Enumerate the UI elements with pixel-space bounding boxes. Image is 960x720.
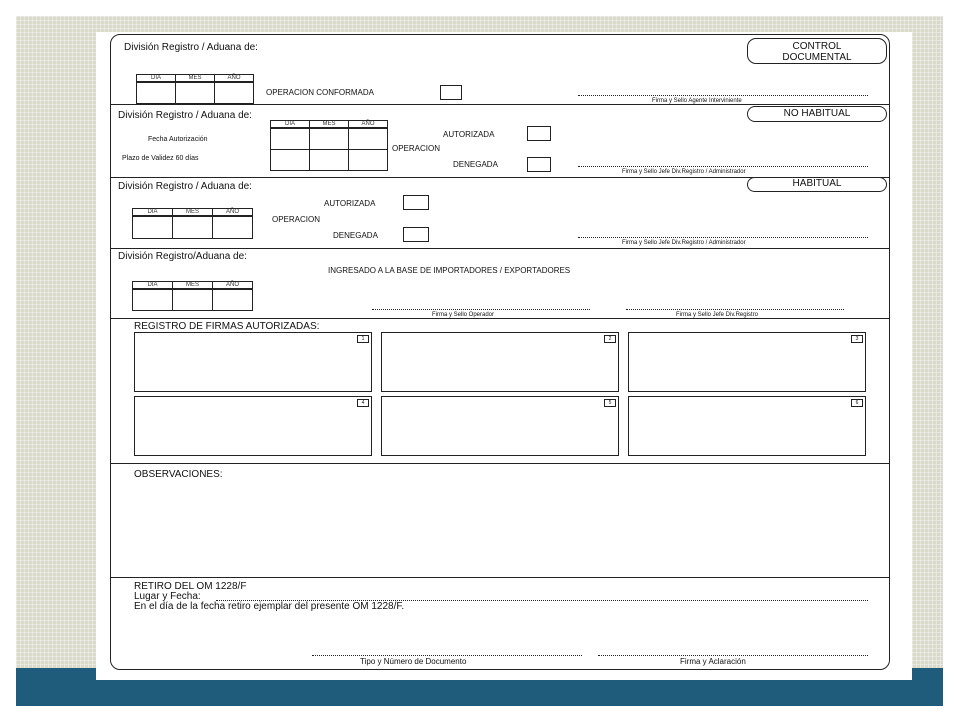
month-field[interactable] — [172, 216, 213, 239]
signature-box-1[interactable] — [134, 332, 372, 392]
day-header: DIA — [132, 208, 173, 216]
section-divider — [110, 577, 890, 578]
month-header: MES — [175, 74, 215, 82]
valid-day-field[interactable] — [270, 149, 310, 171]
year-header: AÑO — [348, 120, 388, 128]
observaciones-field[interactable] — [132, 484, 872, 572]
operacion-conformada-checkbox[interactable] — [440, 85, 462, 100]
jefe-signature-caption: Firma y Sello Jefe Div.Registro — [676, 312, 758, 318]
section-divider — [110, 463, 890, 464]
auth-month-field[interactable] — [309, 128, 349, 150]
year-header: AÑO — [212, 208, 253, 216]
control-documental-badge — [747, 38, 887, 64]
section1-title: División Registro / Aduana de: — [124, 42, 258, 53]
box-number: 5 — [604, 399, 616, 407]
retiro-statement: En el día de la fecha retiro ejemplar del presente OM 1228/F. — [134, 601, 405, 612]
box-number: 4 — [357, 399, 369, 407]
section3-title: División Registro / Aduana de: — [118, 181, 252, 192]
signature-line — [578, 95, 868, 96]
month-field[interactable] — [175, 82, 215, 104]
badge-line-1: CONTROL — [792, 41, 842, 52]
auth-day-field[interactable] — [270, 128, 310, 150]
autorizada-checkbox[interactable] — [403, 195, 429, 210]
section7-title: RETIRO DEL OM 1228/F — [134, 581, 247, 592]
day-header: DIA — [136, 74, 176, 82]
signature-caption: Firma y Sello Jefe Div.Registro / Administrador — [622, 240, 746, 246]
auth-year-field[interactable] — [348, 128, 388, 150]
denegada-checkbox[interactable] — [403, 227, 429, 242]
day-field[interactable] — [136, 82, 176, 104]
section-divider — [110, 104, 890, 105]
box-number: 1 — [357, 335, 369, 343]
valid-month-field[interactable] — [309, 149, 349, 171]
month-header: MES — [172, 208, 213, 216]
habitual-badge: HABITUAL — [747, 177, 887, 192]
denegada-label: DENEGADA — [333, 231, 378, 240]
section6-title: OBSERVACIONES: — [134, 469, 223, 480]
signature-box-5[interactable] — [381, 396, 619, 456]
documento-signature-line — [312, 655, 582, 656]
month-field[interactable] — [172, 289, 213, 311]
documento-caption: Tipo y Número de Documento — [360, 657, 467, 666]
month-header: MES — [172, 281, 213, 289]
box-number: 2 — [604, 335, 616, 343]
signature-box-2[interactable] — [381, 332, 619, 392]
fecha-autorizacion-label: Fecha Autorización — [148, 136, 208, 143]
operador-signature-caption: Firma y Sello Operador — [432, 312, 495, 318]
no-habitual-badge: NO HABITUAL — [747, 106, 887, 122]
section1-date-box — [136, 74, 256, 104]
autorizada-label: AUTORIZADA — [443, 130, 495, 139]
signature-caption: Firma y Sello Jefe Div.Registro / Administrador — [622, 169, 746, 175]
day-header: DIA — [270, 120, 310, 128]
section2-title: División Registro / Aduana de: — [118, 110, 252, 121]
lugar-fecha-label: Lugar y Fecha: — [134, 591, 201, 602]
ingresado-label: INGRESADO A LA BASE DE IMPORTADORES / EXPORTADORES — [328, 266, 571, 275]
section4-title: División Registro/Aduana de: — [118, 251, 247, 262]
denegada-checkbox[interactable] — [527, 157, 551, 172]
year-field[interactable] — [214, 82, 254, 104]
section3-date-box — [132, 208, 256, 240]
year-field[interactable] — [212, 289, 253, 311]
day-field[interactable] — [132, 216, 173, 239]
signature-line — [578, 237, 868, 238]
signature-box-3[interactable] — [628, 332, 866, 392]
year-header: AÑO — [212, 281, 253, 289]
firma-signature-line — [598, 655, 868, 656]
box-number: 6 — [851, 399, 863, 407]
section-divider — [110, 318, 890, 319]
section2-date-box — [270, 120, 392, 174]
plazo-validez-label: Plazo de Validez 60 días — [122, 155, 199, 162]
autorizada-checkbox[interactable] — [527, 126, 551, 141]
day-header: DIA — [132, 281, 173, 289]
box-number: 3 — [851, 335, 863, 343]
operacion-label: OPERACION — [392, 144, 441, 153]
signature-caption: Firma y Sello Agente Interviniente — [652, 98, 742, 104]
year-header: AÑO — [214, 74, 254, 82]
denegada-label: DENEGADA — [453, 160, 498, 169]
valid-year-field[interactable] — [348, 149, 388, 171]
section4-date-box — [132, 281, 256, 311]
signature-box-4[interactable] — [134, 396, 372, 456]
operacion-conformada-label: OPERACION CONFORMADA — [266, 88, 375, 97]
jefe-signature-line — [626, 309, 844, 310]
firma-caption: Firma y Aclaración — [680, 657, 746, 666]
signature-line — [578, 166, 868, 167]
section-divider — [110, 248, 890, 249]
year-field[interactable] — [212, 216, 253, 239]
signature-box-6[interactable] — [628, 396, 866, 456]
autorizada-label: AUTORIZADA — [324, 199, 376, 208]
operacion-label: OPERACION — [272, 215, 321, 224]
badge-line-2: DOCUMENTAL — [782, 52, 852, 63]
section5-title: REGISTRO DE FIRMAS AUTORIZADAS: — [134, 321, 320, 332]
month-header: MES — [309, 120, 349, 128]
operador-signature-line — [372, 309, 590, 310]
day-field[interactable] — [132, 289, 173, 311]
